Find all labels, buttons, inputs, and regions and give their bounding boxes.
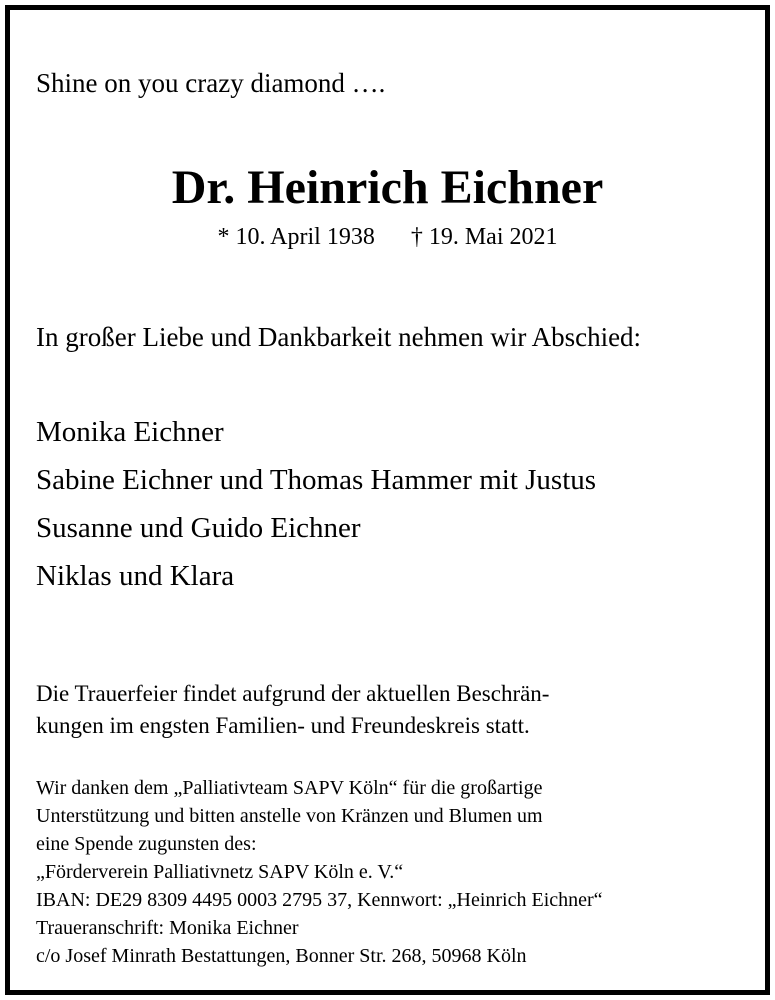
address-line: c/o Josef Minrath Bestattungen, Bonner Str. 268, 50968 Köln bbox=[36, 945, 527, 967]
mourner-line: Niklas und Klara bbox=[36, 560, 235, 592]
ceremony-line: kungen im engsten Familien- und Freundeskreis statt. bbox=[36, 713, 530, 738]
mourner-line: Monika Eichner bbox=[36, 416, 224, 448]
thanks-line: eine Spende zugunsten des: bbox=[36, 833, 257, 855]
motto-line: Shine on you crazy diamond …. bbox=[36, 68, 386, 98]
thanks-and-donation bbox=[36, 774, 603, 970]
mourner-line: Susanne und Guido Eichner bbox=[36, 512, 361, 544]
donation-recipient: „Förderverein Palliativnetz SAPV Köln e. V.“ bbox=[36, 861, 404, 883]
thanks-line: Wir danken dem „Palliativteam SAPV Köln“ für die großartige bbox=[36, 777, 543, 799]
iban-line: IBAN: DE29 8309 4495 0003 2795 37, Kennwort: „Heinrich Eichner“ bbox=[36, 889, 603, 911]
life-dates bbox=[10, 224, 765, 251]
mourner-line: Sabine Eichner und Thomas Hammer mit Justus bbox=[36, 464, 597, 496]
thanks-line: Unterstützung und bitten anstelle von Kränzen und Blumen um bbox=[36, 805, 543, 827]
farewell-line: In großer Liebe und Dankbarkeit nehmen wir Abschied: bbox=[36, 322, 642, 352]
ceremony-info bbox=[36, 678, 549, 742]
mourners-list bbox=[36, 408, 596, 600]
ceremony-line: Die Trauerfeier findet aufgrund der aktuellen Beschrän- bbox=[36, 681, 550, 706]
address-line: Traueranschrift: Monika Eichner bbox=[36, 917, 299, 939]
death-date: † 19. Mai 2021 bbox=[410, 224, 558, 250]
birth-date: * 10. April 1938 bbox=[217, 224, 375, 250]
obituary-notice bbox=[5, 5, 770, 995]
deceased-name: Dr. Heinrich Eichner bbox=[171, 161, 604, 214]
